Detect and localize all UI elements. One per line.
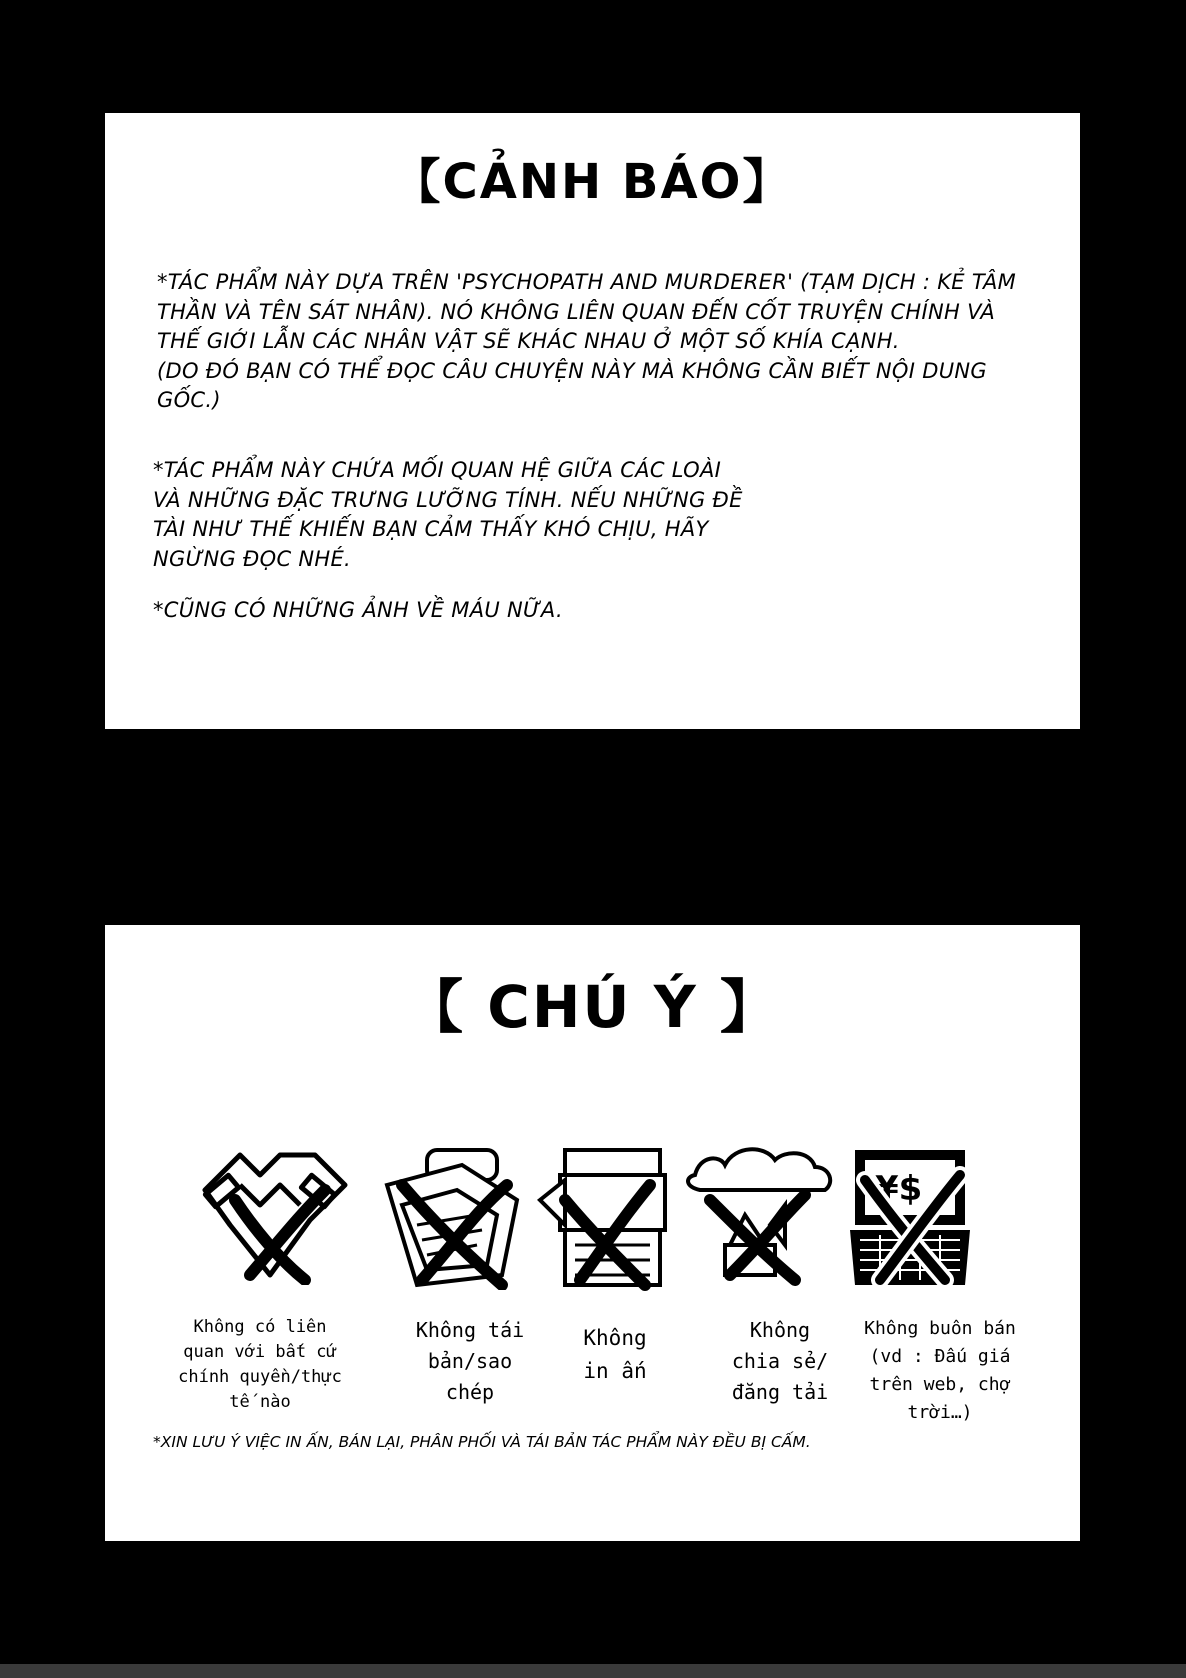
no-print-icon (535, 1145, 675, 1295)
notice-title: 【 CHÚ Ý 】 (405, 973, 780, 1041)
no-government-icon (185, 1145, 355, 1285)
warning-paragraph-source: *TÁC PHẨM NÀY DỰA TRÊN 'PSYCHOPATH AND MURDERER' (TẠM DỊCH : KẺ TÂM THẦN VÀ TÊN SÁT NHÂN). NÓ KHÔNG LIÊN QUAN ĐẾN CỐT TRUYỆN CHÍNH VÀ THẾ GIỚI LẪN CÁC NHÂN VẬT SẼ KHÁC NHAU Ở MỘT SỐ KHÍA CẠNH. (DO ĐÓ BẠN CÓ THỂ ĐỌC CÂU CHUYỆN NÀY MÀ KHÔNG CẦN BIẾT NỘI DUNG GỐC.) (157, 270, 1017, 412)
label-no-copy: Không tái bản/sao chép (415, 1318, 525, 1404)
no-sell-icon (845, 1145, 975, 1290)
label-no-sell: Không buôn bán (vd : Đấu giá trên web, chợ trời…) (864, 1318, 1016, 1423)
notice-footnote: *XIN LƯU Ý VIỆC IN ẤN, BÁN LẠI, PHÂN PHỐI VÀ TÁI BẢN TÁC PHẨM NÀY ĐỀU BỊ CẤM. (153, 1433, 811, 1451)
svg-text:¥$: ¥$ (875, 1169, 923, 1209)
notice-panel (105, 925, 1080, 1541)
warning-title: 【CẢNH BÁO】 (392, 154, 793, 210)
prohibition-icons-row (185, 1145, 1025, 1295)
warning-paragraph-content: *TÁC PHẨM NÀY CHỨA MỐI QUAN HỆ GIỮA CÁC LOÀI VÀ NHỮNG ĐẶC TRƯNG LƯỠNG TÍNH. NẾU NHỮNG ĐỀ TÀI NHƯ THẾ KHIẾN BẠN CẢM THẤY KHÓ CHỊU, HÃY NGỪNG ĐỌC NHÉ. (153, 458, 743, 571)
label-no-print: Không in ấn (583, 1326, 647, 1383)
label-no-share: Không chia sẻ/ đăng tải (731, 1318, 829, 1404)
warning-panel (105, 113, 1080, 729)
label-no-government: Không có liên quan với bất cứ chính quyền/thực tế nào (178, 1317, 342, 1412)
warning-paragraph-blood: *CŨNG CÓ NHỮNG ẢNH VỀ MÁU NỮA. (153, 598, 563, 622)
no-share-icon (685, 1145, 835, 1290)
no-copy-icon (377, 1145, 527, 1290)
bottom-strip (0, 1664, 1186, 1678)
